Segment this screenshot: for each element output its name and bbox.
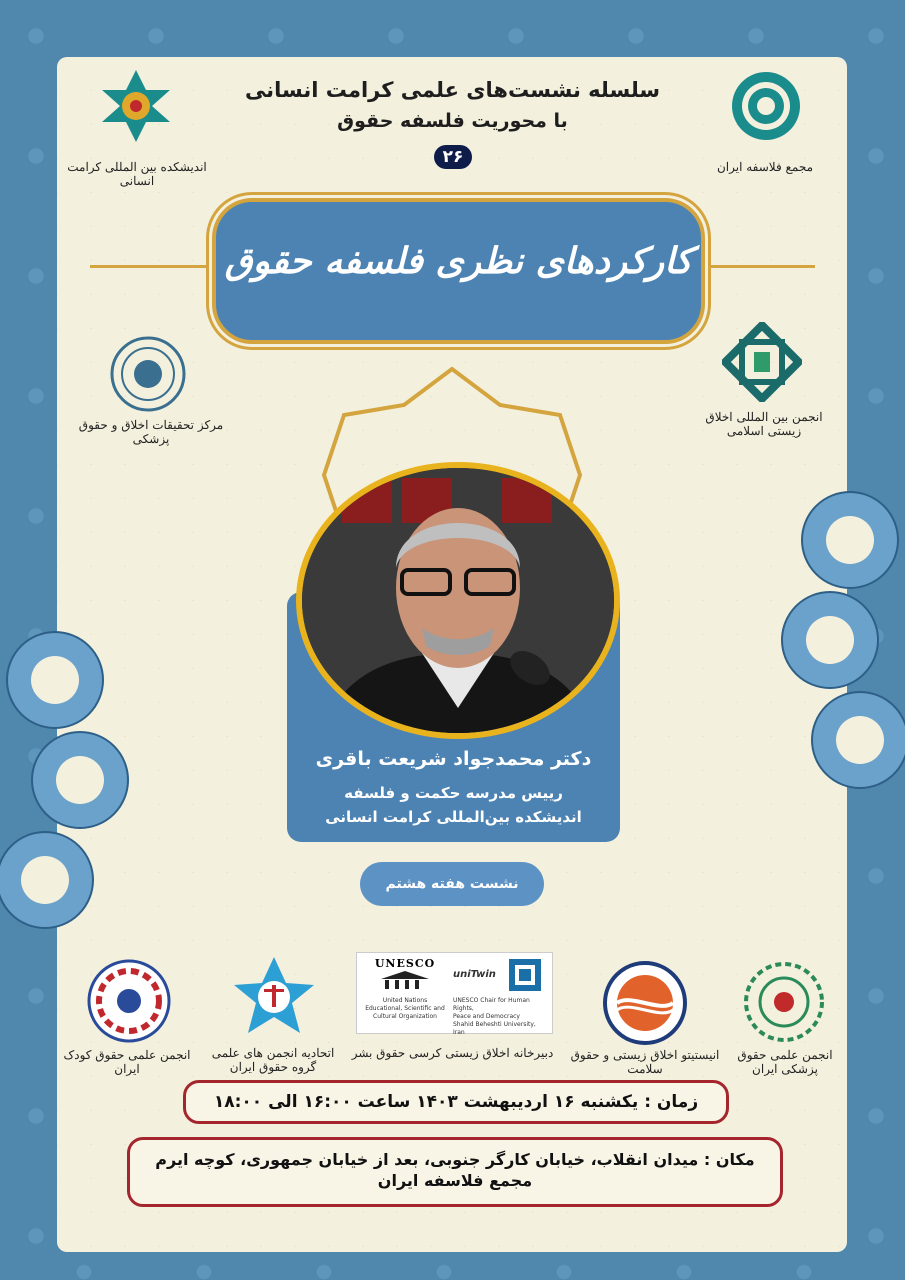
medical-ethics-center-caption: مرکز تحقیقات اخلاق و حقوق پزشکی — [78, 418, 224, 446]
session-number-badge: ۲۶ — [434, 145, 472, 169]
banner-ribbon-left — [90, 265, 220, 268]
bioethics-institute-caption: انیستیتو اخلاق زیستی و حقوق سلامت — [570, 1048, 720, 1076]
unesco-chair-line-2: Peace and Democracy — [453, 1013, 520, 1020]
philosophy-society-logo-icon — [728, 68, 804, 144]
place-address: مکان : میدان انقلاب، خیابان کارگر جنوبی، بعد از خیابان جمهوری، کوچه ایرم — [155, 1150, 755, 1169]
unesco-chair-line-1: UNESCO Chair for Human Rights, — [453, 997, 530, 1012]
medical-law-association-caption: انجمن علمی حقوق پزشکی ایران — [737, 1048, 833, 1076]
bioethics-association-caption: انجمن بین المللی اخلاق زیستی اسلامی — [705, 410, 823, 438]
medical-ethics-center-logo-icon — [108, 334, 188, 414]
speaker-name: دکتر محمدجواد شریعت باقری — [315, 748, 592, 770]
philosophy-society-caption: مجمع فلاسفه ایران — [716, 160, 814, 174]
unesco-logo-block — [356, 952, 553, 1034]
child-law-association-caption: انجمن علمی حقوق کودک ایران — [63, 1048, 191, 1076]
time-box: زمان : یکشنبه ۱۶ اردیبهشت ۱۴۰۳ ساعت ۱۶:۰۰ الی ۱۸:۰۰ — [183, 1080, 729, 1124]
lecture-title: کارکردهای نظری فلسفه حقوق — [224, 240, 693, 282]
child-law-association-logo-icon — [86, 958, 172, 1044]
unesco-org-line-1: United Nations — [382, 997, 428, 1004]
unesco-wordmark: UNESCO — [374, 957, 436, 970]
speaker-role-1: رییس مدرسه حکمت و فلسفه — [344, 784, 563, 802]
speaker-role-2: اندیشکده بین‌المللی کرامت انسانی — [325, 808, 582, 826]
place-box — [127, 1137, 783, 1207]
unitwin-wordmark: uniTwin — [453, 969, 496, 980]
sbu-logo-icon — [507, 957, 543, 993]
series-subtitle: با محوریت فلسفه حقوق — [337, 110, 568, 132]
human-dignity-logo-icon — [98, 68, 174, 144]
law-associations-union-caption: اتحادیه انجمن های علمی گروه حقوق ایران — [211, 1046, 335, 1074]
human-rights-chair-caption: دبیرخانه اخلاق زیستی کرسی حقوق بشر — [351, 1046, 554, 1060]
speaker-portrait-icon — [302, 468, 614, 733]
bioethics-association-logo-icon — [722, 322, 802, 402]
law-associations-union-logo-icon — [232, 955, 316, 1039]
unesco-temple-icon — [381, 971, 429, 991]
place-venue: مجمع فلاسفه ایران — [377, 1171, 533, 1190]
unesco-org-line-3: Cultural Organization — [373, 1013, 437, 1020]
floral-decoration-left — [0, 610, 150, 940]
speaker-photo — [296, 462, 620, 739]
banner-ribbon-right — [690, 265, 815, 268]
human-dignity-caption: اندیشکده بین المللی کرامت انسانی — [67, 160, 207, 188]
floral-decoration-right — [760, 470, 905, 800]
unesco-chair-line-3: Shahid Beheshti University, Iran — [453, 1021, 536, 1036]
bioethics-institute-logo-icon — [600, 958, 690, 1048]
session-week-pill: نشست هفته هشتم — [360, 862, 544, 906]
series-title: سلسله نشست‌های علمی کرامت انسانی — [244, 78, 661, 102]
unesco-org-line-2: Educational, Scientific and — [365, 1005, 445, 1012]
medical-law-association-logo-icon — [738, 956, 830, 1046]
